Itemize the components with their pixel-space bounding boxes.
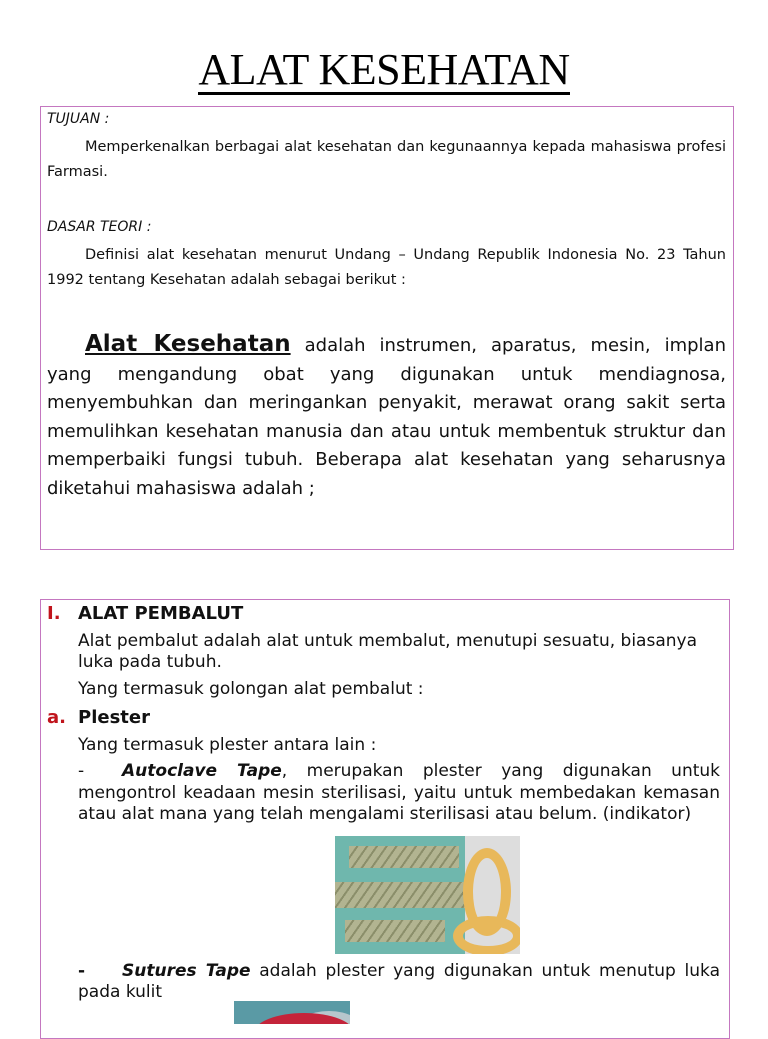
- dasar-teori-paragraph: Definisi alat kesehatan menurut Undang – Undang Republik Indonesia No. 23 Tahun 1992 tentang Kesehatan adalah sebagai berikut :: [47, 247, 726, 288]
- list-item-sutures: - Sutures Tape adalah plester yang digunakan untuk menutup luka pada kulit: [78, 961, 720, 1002]
- section-includes: Yang termasuk golongan alat pembalut :: [78, 679, 424, 699]
- section-description: Alat pembalut adalah alat untuk membalut, menutupi sesuatu, biasanya luka pada tubuh.: [78, 631, 697, 672]
- section-heading: ALAT PEMBALUT: [78, 603, 244, 624]
- autoclave-tape-image: [335, 836, 520, 954]
- dasar-teori-label: DASAR TEORI :: [47, 219, 152, 235]
- tujuan-label: TUJUAN :: [47, 111, 110, 127]
- section-number: I.: [47, 603, 61, 624]
- sutures-tape-image: [234, 1001, 350, 1024]
- item-term: Sutures Tape: [122, 961, 251, 981]
- definition-term: Alat Kesehatan: [85, 331, 291, 357]
- sub-includes: Yang termasuk plester antara lain :: [78, 735, 377, 755]
- sub-letter: a.: [47, 707, 66, 728]
- list-item-autoclave: - Autoclave Tape, merupakan plester yang digunakan untuk mengontrol keadaan mesin sterilisasi, yaitu untuk membedakan kemasan atau alat mana yang telah mengalami sterilisasi atau belum. (indikator): [78, 761, 720, 824]
- definition-paragraph: Alat Kesehatan adalah instrumen, aparatus, mesin, implan yang mengandung obat yang digunakan untuk mendiagnosa, menyembuhkan dan meringankan penyakit, merawat orang sakit serta memulihkan kesehatan manusia dan atau untuk membentuk struktur dan memperbaiki fungsi tubuh. Beberapa alat kesehatan yang seharusnya diketahui mahasiswa adalah ;: [47, 331, 726, 499]
- item-term: Autoclave Tape: [122, 761, 282, 781]
- tujuan-paragraph: Memperkenalkan berbagai alat kesehatan dan kegunaannya kepada mahasiswa profesi Farmasi.: [47, 139, 726, 180]
- document-title: ALAT KESEHATAN: [198, 45, 570, 94]
- sub-heading: Plester: [78, 707, 150, 728]
